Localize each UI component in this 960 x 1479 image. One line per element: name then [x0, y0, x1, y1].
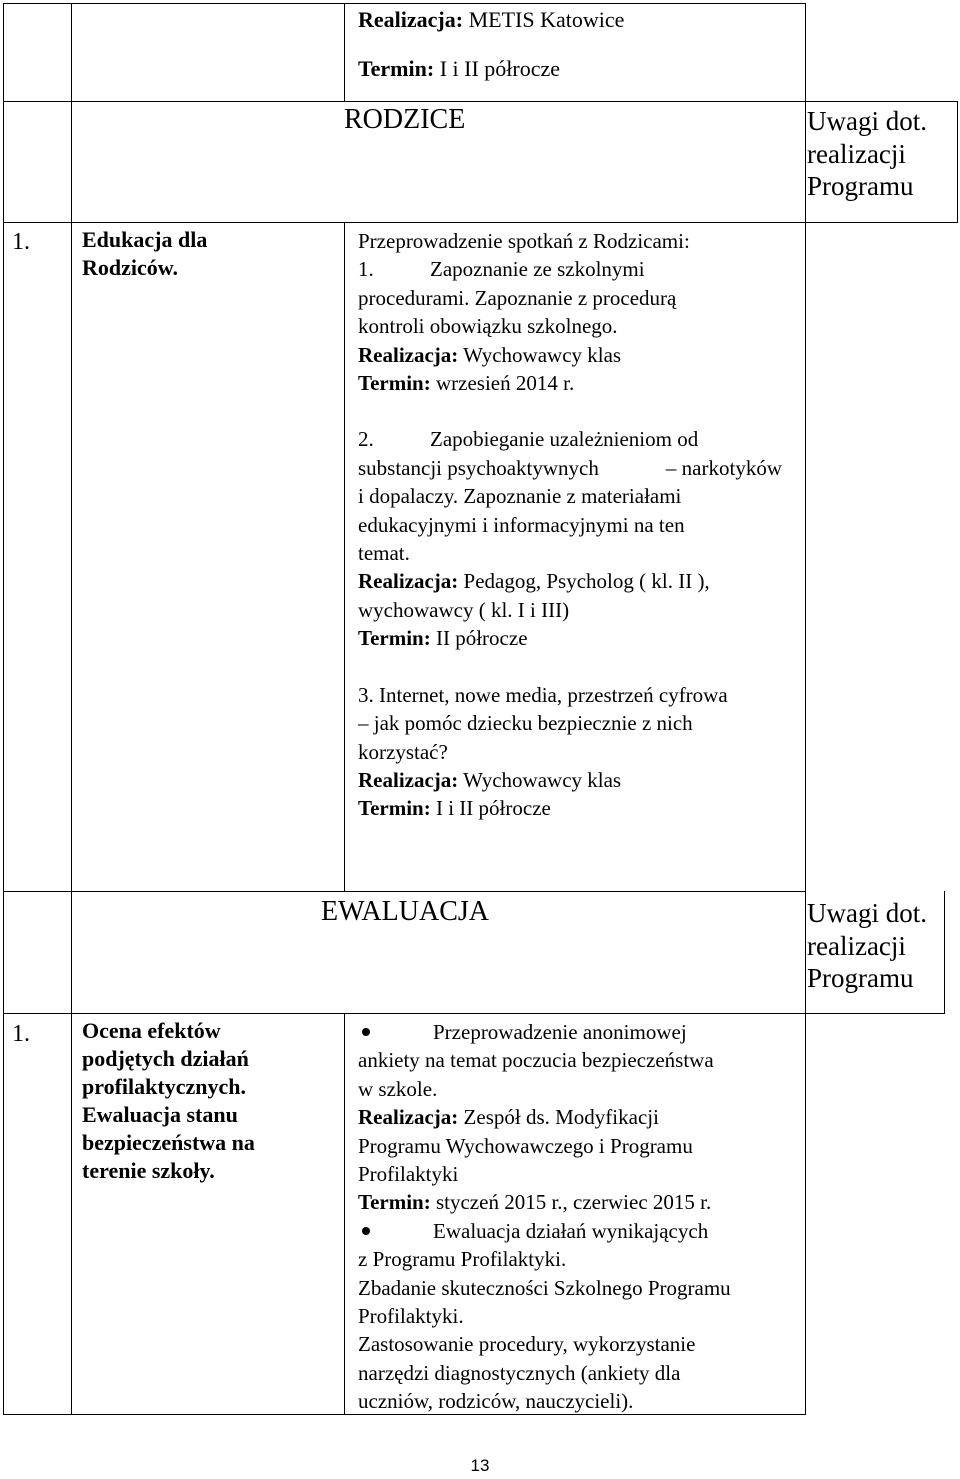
ewaluacja-row-title	[82, 1017, 340, 1185]
rodzice-heading: RODZICE	[344, 104, 466, 135]
item2-realizacja-value: Pedagog, Psycholog ( kl. II ),	[458, 569, 710, 594]
header-realizacja-label: Realizacja:	[358, 7, 464, 32]
rodzice-content	[358, 227, 798, 823]
ewaluacja-uwagi-line1: Uwagi dot.	[807, 898, 927, 928]
bullet1-line2: ankiety na temat poczucia bezpieczeństwa	[358, 1048, 714, 1073]
bullet2-line4: Profilaktyki.	[358, 1304, 464, 1329]
item1-num: 1.	[358, 257, 374, 282]
item2-first-line	[358, 425, 798, 453]
bullet2-line5: Zastosowanie procedury, wykorzystanie	[358, 1332, 696, 1357]
ewaluacja-title-line3: profilaktycznych.	[82, 1074, 246, 1099]
table-col-sep-3-ewaluacja	[805, 891, 806, 1415]
item3-line1: 3. Internet, nowe media, przestrzeń cyfrowa	[358, 682, 728, 707]
item1-termin	[358, 369, 798, 397]
table-col-sep-1-rodzice	[71, 222, 72, 892]
item3-termin-value: I i II półrocze	[430, 796, 551, 821]
table-col-sep-2-top	[344, 3, 345, 101]
table-border-rodzice-bottom	[3, 891, 805, 892]
ewaluacja-title-line6: terenie szkoły.	[82, 1158, 215, 1183]
rodzice-intro: Przeprowadzenie spotkań z Rodzicami:	[358, 229, 690, 253]
ewaluacja-title-line1: Ocena efektów	[82, 1018, 221, 1043]
item2-line4: edukacyjnymi i informacyjnymi na ten	[358, 512, 685, 537]
bullet1-first-line	[358, 1018, 798, 1046]
item2-termin-label: Termin:	[358, 626, 431, 651]
bullet1-realizacja	[358, 1103, 798, 1131]
header-termin-value: I i II półrocze	[434, 56, 561, 81]
table-border-right-top	[957, 101, 958, 223]
item2-realizacja	[358, 567, 798, 595]
header-termin	[358, 53, 798, 85]
item1-termin-label: Termin:	[358, 371, 431, 396]
item2-line3: i dopalaczy. Zapoznanie z materiałami	[358, 484, 682, 509]
header-info	[358, 4, 798, 85]
item3-realizacja	[358, 766, 798, 794]
item2-realizacja-label: Realizacja:	[358, 569, 459, 594]
bullet1-first-text: Przeprowadzenie anonimowej	[433, 1020, 687, 1044]
rodzice-uwagi	[807, 105, 957, 203]
item2-termin-value: II półrocze	[430, 626, 528, 651]
rodzice-row-number: 1.	[12, 229, 30, 255]
bullet2-first-text: Ewaluacja działań wynikających	[433, 1218, 709, 1243]
bullet2-line6: narzędzi diagnostycznych (ankiety dla	[358, 1360, 681, 1385]
table-col-sep-1-ewaluacja	[71, 891, 72, 1415]
ewaluacja-uwagi	[807, 897, 947, 995]
table-col-sep-3-rodzice	[805, 222, 806, 892]
ewaluacja-title-line2: podjętych działań	[82, 1046, 249, 1071]
bullet1-termin	[358, 1188, 798, 1216]
bullet2-line3: Zbadanie skuteczności Szkolnego Programu	[358, 1275, 731, 1300]
header-realizacja	[358, 4, 798, 36]
bullet1-realizacja-cont2: Profilaktyki	[358, 1162, 459, 1187]
rodzice-uwagi-line2: realizacji	[807, 138, 906, 169]
rodzice-uwagi-line3: Programu	[807, 171, 914, 201]
item1-termin-value: wrzesień 2014 r.	[430, 371, 575, 396]
bullet2-line7: uczniów, rodziców, nauczycieli).	[358, 1389, 634, 1414]
ewaluacja-uwagi-line3: Programu	[807, 963, 914, 993]
spacer	[358, 653, 798, 681]
item1-first-text: Zapoznanie ze szkolnymi	[430, 257, 645, 282]
bullet1-line3: w szkole.	[358, 1076, 438, 1101]
table-col-sep-3-top	[805, 3, 806, 223]
bullet1-realizacja-cont1: Programu Wychowawczego i Programu	[358, 1133, 693, 1158]
bullet1-termin-value: styczeń 2015 r., czerwiec 2015 r.	[430, 1190, 712, 1215]
header-termin-label: Termin:	[358, 56, 435, 81]
header-realizacja-value: METIS Katowice	[463, 7, 625, 32]
item3-termin	[358, 794, 798, 822]
item2-realizacja-cont: wychowawcy ( kl. I i III)	[358, 597, 570, 622]
table-col-sep-2-ewaluacja	[344, 1013, 345, 1415]
table-border-rodzice-header-bottom	[3, 222, 958, 223]
table-col-sep-2-rodzice	[344, 222, 345, 892]
item3-realizacja-label: Realizacja:	[358, 767, 459, 792]
item1-realizacja	[358, 341, 798, 369]
item3-line2: – jak pomóc dziecku bezpiecznie z nich	[358, 711, 693, 736]
item1-realizacja-value: Wychowawcy klas	[458, 342, 622, 367]
bullet2-line2: z Programu Profilaktyki.	[358, 1247, 567, 1272]
item2-line5: temat.	[358, 541, 410, 566]
item2-first-text: Zapobieganie uzależnieniom od	[430, 427, 699, 452]
ewaluacja-title-line5: bezpieczeństwa na	[82, 1130, 255, 1155]
bullet1-realizacja-label: Realizacja:	[358, 1105, 459, 1130]
bullet1-realizacja-value: Zespół ds. Modyfikacji	[458, 1105, 659, 1130]
table-border-left-rodzice	[3, 222, 4, 892]
item2-termin	[358, 624, 798, 652]
item2-line2-right: – narkotyków	[665, 455, 782, 480]
item1-first-line	[358, 255, 798, 283]
item2-line2-left: substancji psychoaktywnych	[358, 455, 599, 480]
item3-line3: korzystać?	[358, 739, 448, 764]
ewaluacja-row-number: 1.	[12, 1021, 30, 1047]
item3-termin-label: Termin:	[358, 796, 431, 821]
item3-realizacja-value: Wychowawcy klas	[458, 767, 622, 792]
item1-realizacja-label: Realizacja:	[358, 342, 459, 367]
bullet-icon	[362, 1227, 370, 1235]
ewaluacja-title-line4: Ewaluacja stanu	[82, 1102, 238, 1127]
page-number: 13	[470, 1456, 490, 1475]
rodzice-title-line1: Edukacja dla	[82, 227, 208, 252]
item2-line2	[358, 454, 782, 482]
item2-num: 2.	[358, 427, 374, 452]
ewaluacja-content	[358, 1018, 798, 1416]
rodzice-uwagi-line1: Uwagi dot.	[807, 106, 927, 136]
spacer	[358, 397, 798, 425]
table-border-left-top	[3, 3, 4, 223]
ewaluacja-heading: EWALUACJA	[321, 896, 489, 927]
rodzice-row-title	[82, 226, 340, 282]
table-border-left-ewaluacja	[3, 891, 4, 1415]
table-col-sep-1-top	[71, 3, 72, 223]
ewaluacja-uwagi-line2: realizacji	[807, 930, 906, 961]
bullet2-first-line	[358, 1217, 798, 1245]
item1-line3: kontroli obowiązku szkolnego.	[358, 314, 618, 339]
bullet-icon	[362, 1028, 370, 1036]
table-border-ewaluacja-header-bottom	[3, 1013, 945, 1014]
rodzice-title-line2: Rodziców.	[82, 255, 178, 280]
item1-line2: procedurami. Zapoznanie z procedurą	[358, 285, 677, 310]
table-border-header-bottom	[3, 101, 958, 102]
bullet1-termin-label: Termin:	[358, 1190, 431, 1215]
